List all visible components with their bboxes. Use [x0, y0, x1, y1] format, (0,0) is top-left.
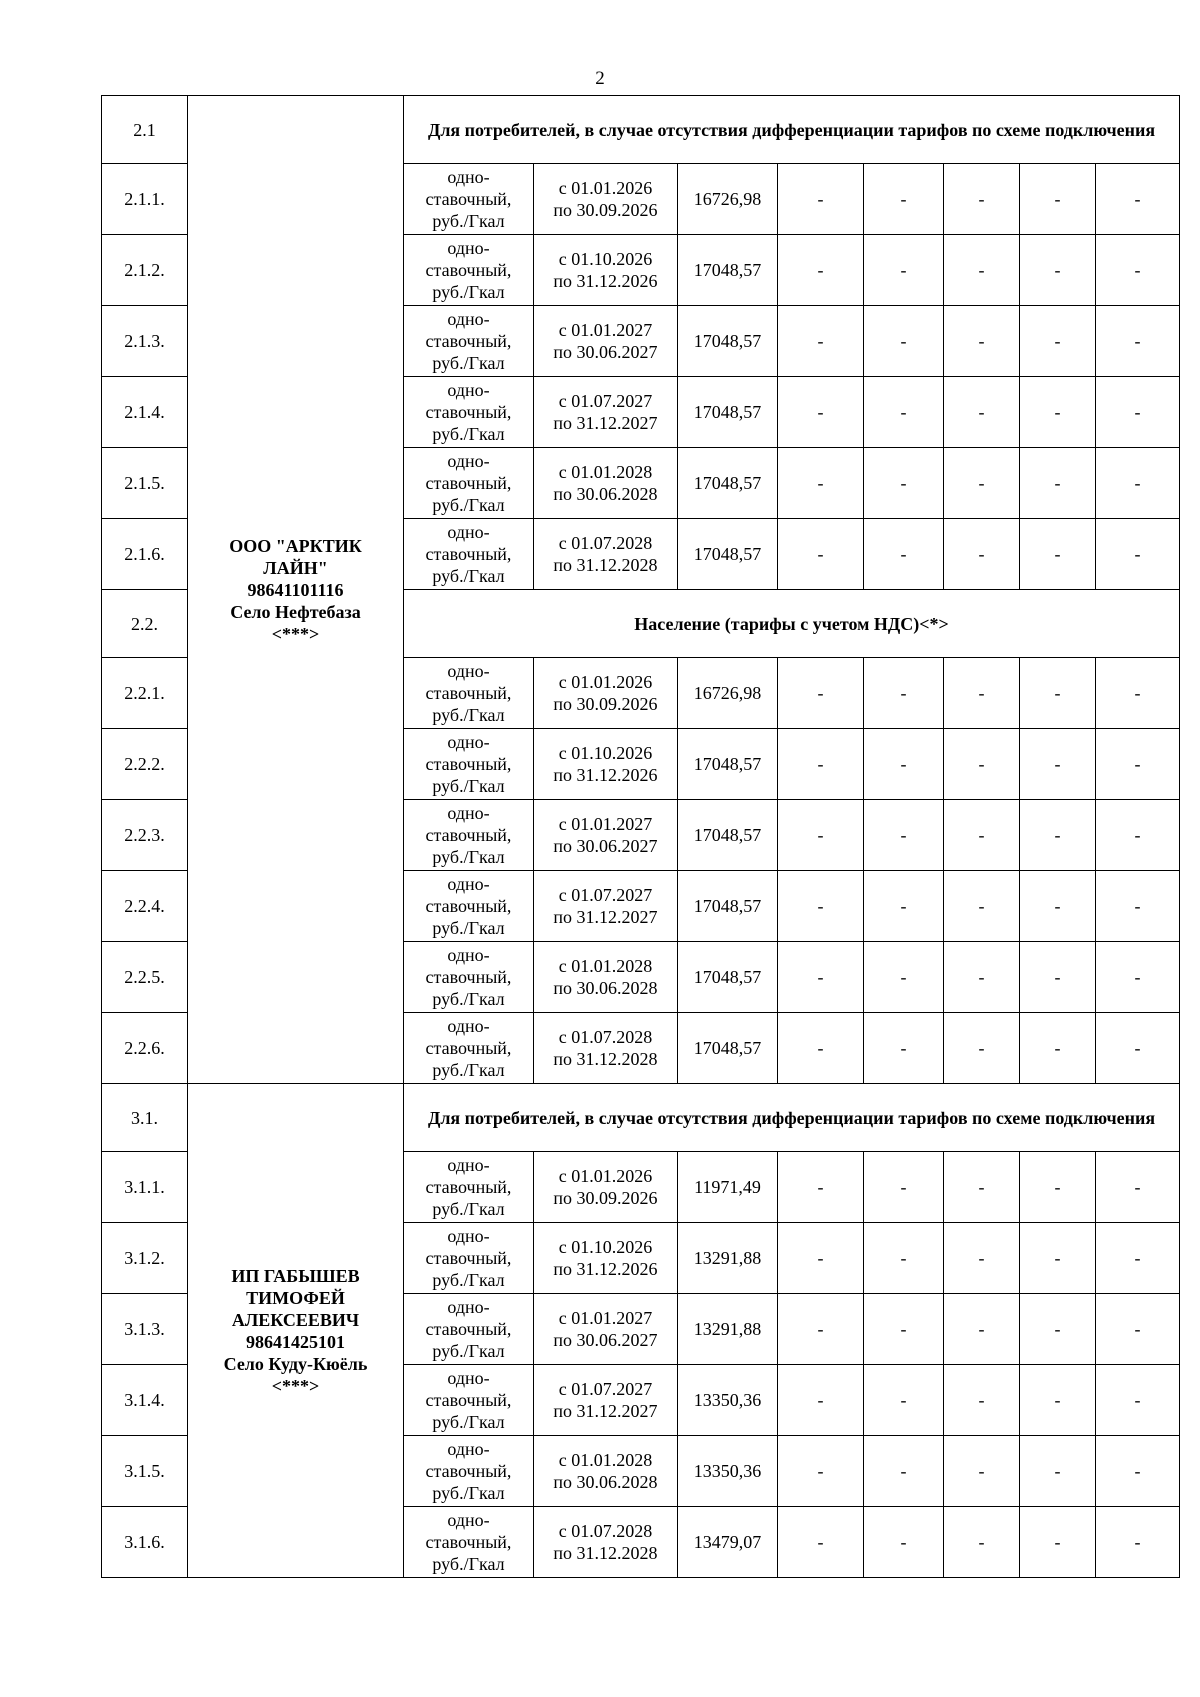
- rate-line: ставочный,: [425, 331, 512, 351]
- rate-line: одно-: [447, 1016, 490, 1036]
- section-title: Для потребителей, в случае отсутствия дифференциации тарифов по схеме подключения: [404, 1084, 1180, 1152]
- period: [534, 1365, 678, 1436]
- rate-type: [404, 1013, 534, 1084]
- tariff-value: 13350,36: [678, 1436, 778, 1507]
- tariff-value: 16726,98: [678, 164, 778, 235]
- organization-cell: [188, 96, 404, 1084]
- period: [534, 448, 678, 519]
- period-line: по 31.12.2028: [553, 1049, 658, 1069]
- rate-line: ставочный,: [425, 1461, 512, 1481]
- page-number: 2: [595, 68, 605, 89]
- empty-value: -: [944, 1507, 1020, 1578]
- empty-value: -: [944, 942, 1020, 1013]
- rate-line: одно-: [447, 874, 490, 894]
- empty-value: -: [944, 1223, 1020, 1294]
- period: [534, 871, 678, 942]
- empty-value: -: [1020, 306, 1096, 377]
- empty-value: -: [1020, 871, 1096, 942]
- rate-line: руб./Гкал: [432, 1199, 505, 1219]
- empty-value: -: [778, 942, 864, 1013]
- empty-value: -: [864, 1223, 944, 1294]
- empty-value: -: [1096, 871, 1180, 942]
- empty-value: -: [944, 164, 1020, 235]
- tariff-value: 17048,57: [678, 1013, 778, 1084]
- organization-line: Село Куду-Кюёль: [223, 1353, 368, 1374]
- rate-line: одно-: [447, 238, 490, 258]
- empty-value: -: [944, 306, 1020, 377]
- empty-value: -: [1096, 1152, 1180, 1223]
- rate-line: руб./Гкал: [432, 424, 505, 444]
- row-number: 3.1.6.: [102, 1507, 188, 1578]
- period: [534, 519, 678, 590]
- rate-line: одно-: [447, 167, 490, 187]
- empty-value: -: [1096, 1223, 1180, 1294]
- tariff-value: 11971,49: [678, 1152, 778, 1223]
- empty-value: -: [1020, 1294, 1096, 1365]
- row-number: 3.1.5.: [102, 1436, 188, 1507]
- rate-type: [404, 658, 534, 729]
- tariff-value: 13291,88: [678, 1223, 778, 1294]
- row-number: 2.2.3.: [102, 800, 188, 871]
- row-number: 2.1.1.: [102, 164, 188, 235]
- period-line: по 31.12.2026: [553, 765, 658, 785]
- empty-value: -: [1020, 1013, 1096, 1084]
- empty-value: -: [944, 377, 1020, 448]
- tariff-value: 17048,57: [678, 871, 778, 942]
- rate-type: [404, 235, 534, 306]
- rate-line: руб./Гкал: [432, 705, 505, 725]
- empty-value: -: [1096, 448, 1180, 519]
- rate-line: руб./Гкал: [432, 1270, 505, 1290]
- period: [534, 1223, 678, 1294]
- rate-type: [404, 306, 534, 377]
- row-number: 3.1.2.: [102, 1223, 188, 1294]
- empty-value: -: [944, 1013, 1020, 1084]
- empty-value: -: [1020, 1152, 1096, 1223]
- row-number: 2.1.6.: [102, 519, 188, 590]
- empty-value: -: [864, 1013, 944, 1084]
- organization-line: 98641101116: [247, 579, 344, 600]
- row-number: 3.1.4.: [102, 1365, 188, 1436]
- tariff-value: 17048,57: [678, 800, 778, 871]
- period-line: с 01.01.2027: [558, 814, 653, 834]
- rate-line: ставочный,: [425, 1532, 512, 1552]
- empty-value: -: [864, 519, 944, 590]
- period-line: по 30.06.2027: [553, 1330, 658, 1350]
- rate-line: руб./Гкал: [432, 1483, 505, 1503]
- empty-value: -: [864, 800, 944, 871]
- rate-type: [404, 1152, 534, 1223]
- section-number: 3.1.: [102, 1084, 188, 1152]
- rate-line: руб./Гкал: [432, 211, 505, 231]
- empty-value: -: [864, 871, 944, 942]
- empty-value: -: [944, 519, 1020, 590]
- period-line: по 31.12.2028: [553, 1543, 658, 1563]
- row-number: 3.1.1.: [102, 1152, 188, 1223]
- rate-line: одно-: [447, 945, 490, 965]
- period-line: по 30.09.2026: [553, 1188, 658, 1208]
- empty-value: -: [1020, 1436, 1096, 1507]
- empty-value: -: [778, 306, 864, 377]
- empty-value: -: [1020, 1365, 1096, 1436]
- rate-line: ставочный,: [425, 1177, 512, 1197]
- period-line: по 31.12.2026: [553, 271, 658, 291]
- empty-value: -: [778, 448, 864, 519]
- period: [534, 1507, 678, 1578]
- period-line: с 01.01.2028: [558, 462, 653, 482]
- tariff-value: 13350,36: [678, 1365, 778, 1436]
- empty-value: -: [778, 235, 864, 306]
- period: [534, 1152, 678, 1223]
- organization-line: АЛЕКСЕЕВИЧ: [231, 1309, 360, 1330]
- rate-line: ставочный,: [425, 683, 512, 703]
- section-title: Население (тарифы с учетом НДС)<*>: [404, 590, 1180, 658]
- section-row: [102, 1084, 1180, 1152]
- organization-line: ТИМОФЕЙ: [246, 1287, 345, 1308]
- rate-type: [404, 377, 534, 448]
- rate-type: [404, 1223, 534, 1294]
- empty-value: -: [944, 448, 1020, 519]
- empty-value: -: [864, 1507, 944, 1578]
- period-line: с 01.01.2026: [558, 178, 653, 198]
- rate-line: ставочный,: [425, 754, 512, 774]
- rate-type: [404, 729, 534, 800]
- organization-line: ЛАЙН": [263, 557, 328, 578]
- rate-line: руб./Гкал: [432, 776, 505, 796]
- period-line: по 31.12.2027: [553, 1401, 658, 1421]
- rate-line: ставочный,: [425, 967, 512, 987]
- rate-line: одно-: [447, 1226, 490, 1246]
- tariff-value: 17048,57: [678, 729, 778, 800]
- empty-value: -: [864, 1436, 944, 1507]
- rate-type: [404, 942, 534, 1013]
- period: [534, 658, 678, 729]
- period-line: по 30.06.2028: [553, 978, 658, 998]
- tariff-value: 17048,57: [678, 519, 778, 590]
- period-line: с 01.07.2028: [558, 533, 653, 553]
- section-number: 2.2.: [102, 590, 188, 658]
- empty-value: -: [864, 377, 944, 448]
- rate-line: руб./Гкал: [432, 495, 505, 515]
- rate-line: одно-: [447, 661, 490, 681]
- organization-line: 98641425101: [246, 1331, 345, 1352]
- empty-value: -: [1020, 377, 1096, 448]
- empty-value: -: [1096, 800, 1180, 871]
- rate-line: ставочный,: [425, 402, 512, 422]
- organization-line: <***>: [271, 1375, 320, 1396]
- empty-value: -: [944, 1152, 1020, 1223]
- period: [534, 942, 678, 1013]
- rate-line: одно-: [447, 380, 490, 400]
- rate-line: одно-: [447, 1368, 490, 1388]
- tariff-value: 13479,07: [678, 1507, 778, 1578]
- empty-value: -: [1020, 942, 1096, 1013]
- tariff-table: [101, 95, 1180, 1578]
- rate-type: [404, 800, 534, 871]
- tariff-value: 17048,57: [678, 377, 778, 448]
- empty-value: -: [778, 1013, 864, 1084]
- period-line: с 01.01.2027: [558, 320, 653, 340]
- empty-value: -: [1096, 377, 1180, 448]
- tariff-value: 17048,57: [678, 448, 778, 519]
- empty-value: -: [1096, 1436, 1180, 1507]
- period-line: с 01.07.2027: [558, 1379, 653, 1399]
- period: [534, 1436, 678, 1507]
- empty-value: -: [864, 1294, 944, 1365]
- rate-line: ставочный,: [425, 1038, 512, 1058]
- rate-line: ставочный,: [425, 896, 512, 916]
- organization-line: Село Нефтебаза: [230, 601, 361, 622]
- rate-type: [404, 1365, 534, 1436]
- empty-value: -: [1096, 306, 1180, 377]
- empty-value: -: [778, 1436, 864, 1507]
- row-number: 2.1.4.: [102, 377, 188, 448]
- empty-value: -: [1096, 942, 1180, 1013]
- empty-value: -: [1020, 1507, 1096, 1578]
- period-line: с 01.10.2026: [558, 249, 653, 269]
- empty-value: -: [778, 1507, 864, 1578]
- period-line: по 30.06.2027: [553, 836, 658, 856]
- empty-value: -: [778, 729, 864, 800]
- period: [534, 800, 678, 871]
- period-line: по 30.06.2028: [553, 1472, 658, 1492]
- period: [534, 1013, 678, 1084]
- rate-line: одно-: [447, 732, 490, 752]
- row-number: 2.2.6.: [102, 1013, 188, 1084]
- section-title: Для потребителей, в случае отсутствия дифференциации тарифов по схеме подключения: [404, 96, 1180, 164]
- rate-line: ставочный,: [425, 544, 512, 564]
- rate-line: руб./Гкал: [432, 1060, 505, 1080]
- rate-line: одно-: [447, 1510, 490, 1530]
- empty-value: -: [778, 1223, 864, 1294]
- empty-value: -: [864, 235, 944, 306]
- row-number: 2.2.1.: [102, 658, 188, 729]
- rate-line: руб./Гкал: [432, 282, 505, 302]
- period-line: с 01.01.2028: [558, 1450, 653, 1470]
- rate-type: [404, 448, 534, 519]
- empty-value: -: [944, 871, 1020, 942]
- empty-value: -: [1096, 658, 1180, 729]
- rate-line: ставочный,: [425, 473, 512, 493]
- row-number: 2.2.4.: [102, 871, 188, 942]
- empty-value: -: [778, 871, 864, 942]
- rate-line: руб./Гкал: [432, 847, 505, 867]
- rate-line: руб./Гкал: [432, 1412, 505, 1432]
- row-number: 3.1.3.: [102, 1294, 188, 1365]
- period: [534, 306, 678, 377]
- rate-line: руб./Гкал: [432, 989, 505, 1009]
- empty-value: -: [778, 1365, 864, 1436]
- empty-value: -: [864, 942, 944, 1013]
- rate-type: [404, 519, 534, 590]
- rate-line: одно-: [447, 803, 490, 823]
- empty-value: -: [864, 729, 944, 800]
- empty-value: -: [1096, 1013, 1180, 1084]
- period-line: с 01.01.2026: [558, 1166, 653, 1186]
- period-line: с 01.01.2026: [558, 672, 653, 692]
- period: [534, 729, 678, 800]
- rate-line: руб./Гкал: [432, 918, 505, 938]
- section-row: [102, 96, 1180, 164]
- empty-value: -: [944, 729, 1020, 800]
- empty-value: -: [1096, 164, 1180, 235]
- rate-line: ставочный,: [425, 189, 512, 209]
- empty-value: -: [864, 448, 944, 519]
- rate-line: одно-: [447, 309, 490, 329]
- empty-value: -: [778, 377, 864, 448]
- empty-value: -: [1020, 729, 1096, 800]
- rate-type: [404, 1436, 534, 1507]
- empty-value: -: [864, 164, 944, 235]
- rate-line: ставочный,: [425, 1319, 512, 1339]
- period-line: с 01.07.2028: [558, 1027, 653, 1047]
- empty-value: -: [1020, 164, 1096, 235]
- period-line: по 31.12.2026: [553, 1259, 658, 1279]
- empty-value: -: [778, 658, 864, 729]
- empty-value: -: [1096, 1294, 1180, 1365]
- empty-value: -: [778, 1294, 864, 1365]
- row-number: 2.1.3.: [102, 306, 188, 377]
- period-line: с 01.01.2028: [558, 956, 653, 976]
- rate-type: [404, 1507, 534, 1578]
- empty-value: -: [778, 519, 864, 590]
- rate-type: [404, 1294, 534, 1365]
- empty-value: -: [778, 800, 864, 871]
- period-line: с 01.07.2028: [558, 1521, 653, 1541]
- empty-value: -: [944, 1365, 1020, 1436]
- period: [534, 164, 678, 235]
- rate-line: одно-: [447, 1155, 490, 1175]
- tariff-value: 17048,57: [678, 235, 778, 306]
- period-line: по 31.12.2027: [553, 413, 658, 433]
- rate-line: ставочный,: [425, 825, 512, 845]
- empty-value: -: [1020, 800, 1096, 871]
- period-line: с 01.10.2026: [558, 743, 653, 763]
- empty-value: -: [864, 658, 944, 729]
- empty-value: -: [778, 164, 864, 235]
- period-line: с 01.10.2026: [558, 1237, 653, 1257]
- empty-value: -: [944, 658, 1020, 729]
- empty-value: -: [1096, 519, 1180, 590]
- empty-value: -: [778, 1152, 864, 1223]
- empty-value: -: [1096, 729, 1180, 800]
- period-line: с 01.07.2027: [558, 885, 653, 905]
- period-line: по 31.12.2027: [553, 907, 658, 927]
- organization-line: ООО "АРКТИК: [229, 535, 362, 556]
- period-line: с 01.01.2027: [558, 1308, 653, 1328]
- organization-cell: [188, 1084, 404, 1578]
- rate-line: руб./Гкал: [432, 566, 505, 586]
- empty-value: -: [944, 1436, 1020, 1507]
- rate-type: [404, 164, 534, 235]
- tariff-value: 13291,88: [678, 1294, 778, 1365]
- rate-line: руб./Гкал: [432, 353, 505, 373]
- empty-value: -: [1020, 448, 1096, 519]
- rate-line: ставочный,: [425, 1390, 512, 1410]
- rate-line: ставочный,: [425, 260, 512, 280]
- empty-value: -: [1096, 235, 1180, 306]
- organization-line: <***>: [271, 623, 320, 644]
- period-line: по 30.06.2027: [553, 342, 658, 362]
- rate-line: одно-: [447, 1439, 490, 1459]
- period-line: по 30.09.2026: [553, 694, 658, 714]
- empty-value: -: [864, 1152, 944, 1223]
- period-line: с 01.07.2027: [558, 391, 653, 411]
- empty-value: -: [1020, 519, 1096, 590]
- rate-line: одно-: [447, 1297, 490, 1317]
- empty-value: -: [864, 306, 944, 377]
- period: [534, 1294, 678, 1365]
- row-number: 2.1.2.: [102, 235, 188, 306]
- period: [534, 377, 678, 448]
- tariff-value: 17048,57: [678, 942, 778, 1013]
- empty-value: -: [1020, 235, 1096, 306]
- rate-line: одно-: [447, 451, 490, 471]
- rate-line: руб./Гкал: [432, 1341, 505, 1361]
- empty-value: -: [1020, 1223, 1096, 1294]
- empty-value: -: [1020, 658, 1096, 729]
- rate-line: руб./Гкал: [432, 1554, 505, 1574]
- empty-value: -: [1096, 1365, 1180, 1436]
- section-number: 2.1: [102, 96, 188, 164]
- empty-value: -: [944, 1294, 1020, 1365]
- row-number: 2.2.5.: [102, 942, 188, 1013]
- tariff-value: 16726,98: [678, 658, 778, 729]
- empty-value: -: [1096, 1507, 1180, 1578]
- row-number: 2.1.5.: [102, 448, 188, 519]
- period-line: по 30.06.2028: [553, 484, 658, 504]
- rate-type: [404, 871, 534, 942]
- empty-value: -: [864, 1365, 944, 1436]
- empty-value: -: [944, 235, 1020, 306]
- row-number: 2.2.2.: [102, 729, 188, 800]
- empty-value: -: [944, 800, 1020, 871]
- tariff-value: 17048,57: [678, 306, 778, 377]
- period-line: по 31.12.2028: [553, 555, 658, 575]
- rate-line: одно-: [447, 522, 490, 542]
- period-line: по 30.09.2026: [553, 200, 658, 220]
- rate-line: ставочный,: [425, 1248, 512, 1268]
- period: [534, 235, 678, 306]
- organization-line: ИП ГАБЫШЕВ: [231, 1265, 360, 1286]
